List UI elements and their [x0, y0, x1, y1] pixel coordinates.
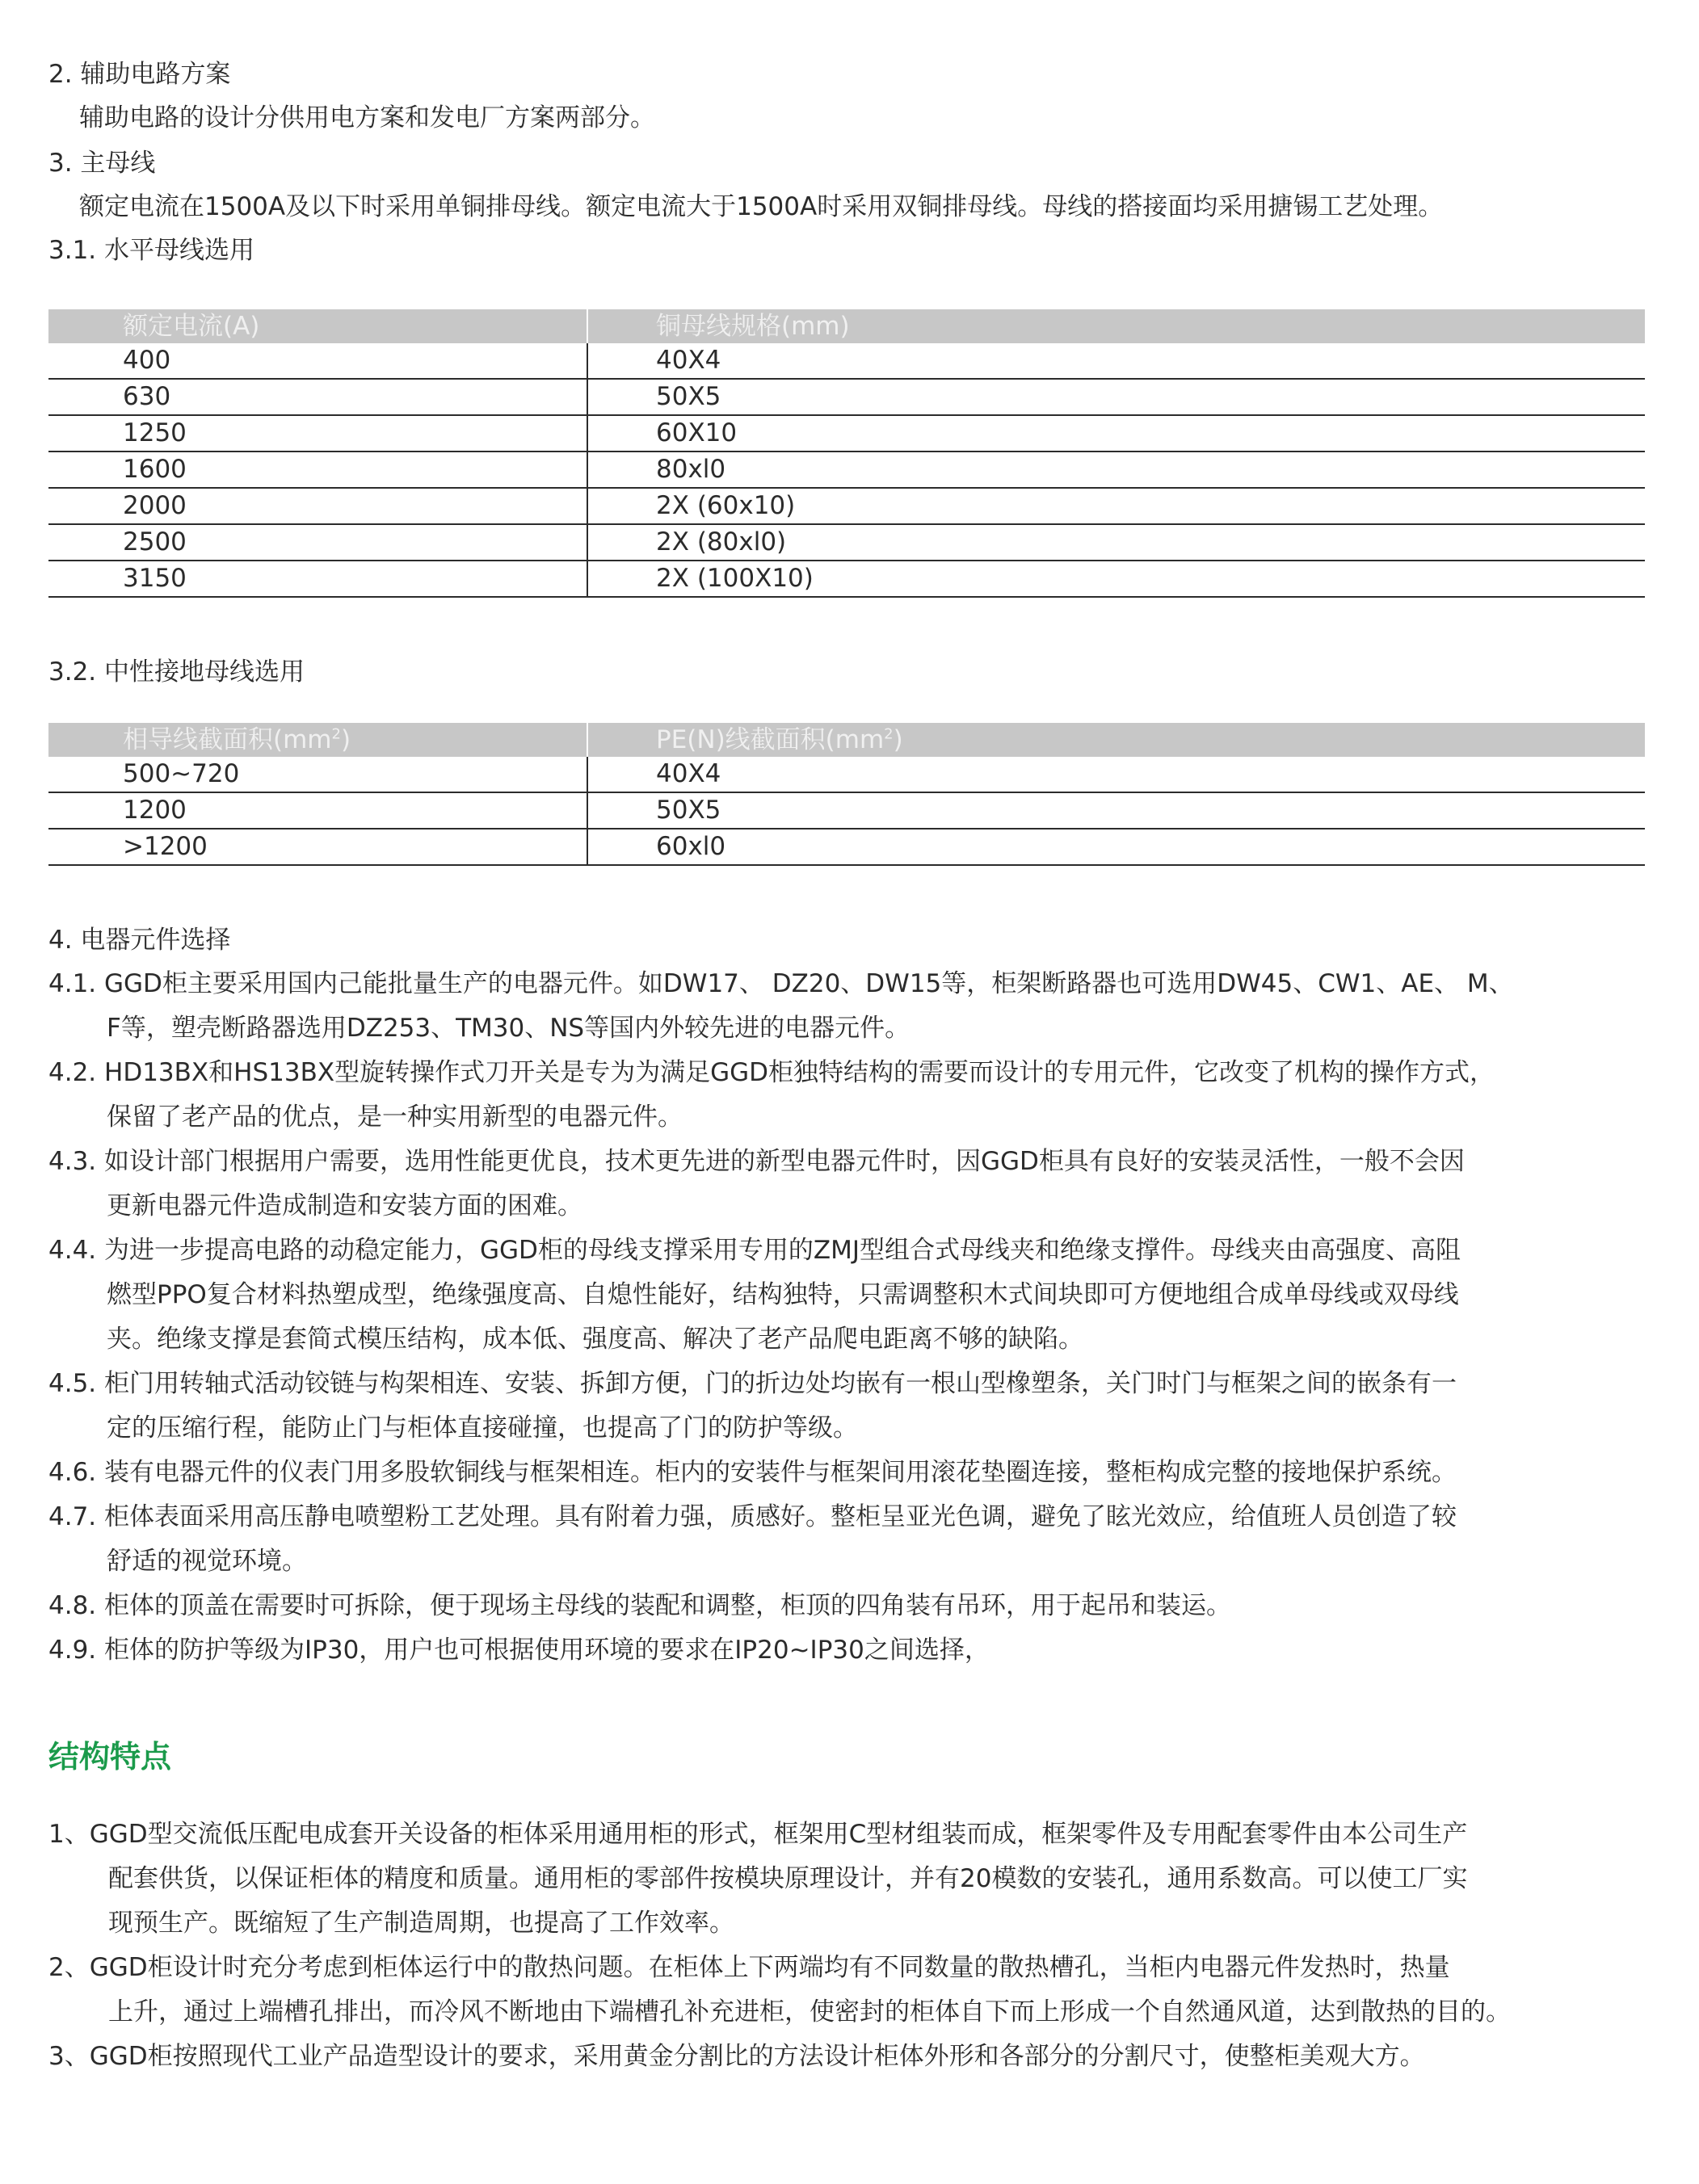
table-row [48, 343, 1645, 379]
item-4-1-cont: F等，塑壳断路器选用DZ253、TM30、NS等国内外较先进的电器元件。 [107, 1014, 910, 1043]
table-cell: 50X5 [587, 792, 1645, 829]
table-cell: 2X (60x10) [587, 488, 1645, 524]
item-4-7-cont: 舒适的视觉环境。 [107, 1547, 307, 1576]
structure-item-1: 1、GGD型交流低压配电成套开关设备的柜体采用通用柜的形式，框架用C型材组装而成，框架零件及专用配套零件由本公司生产 [48, 1820, 1468, 1849]
column-header-rated-current: 额定电流(A) [48, 309, 587, 343]
section-heading-neutral-bus: 3.2. 中性接地母线选用 [48, 657, 305, 687]
structure-item-2: 2、GGD柜设计时充分考虑到柜体运行中的散热问题。在柜体上下两端均有不同数量的散热槽孔，当柜内电器元件发热时，热量 [48, 1953, 1450, 1982]
table-cell: 2000 [48, 488, 587, 524]
table-cell: 2500 [48, 524, 587, 561]
item-4-5-cont: 定的压缩行程，能防止门与柜体直接碰撞，也提高了门的防护等级。 [107, 1413, 858, 1443]
table-cell: 1200 [48, 792, 587, 829]
table-cell: 50X5 [587, 379, 1645, 415]
table-row [48, 757, 1645, 792]
item-4-3: 4.3. 如设计部门根据用户需要，选用性能更优良，技术更先进的新型电器元件时，因GGD柜具有良好的安装灵活性，一般不会因 [48, 1147, 1465, 1176]
table-cell: 60xl0 [587, 829, 1645, 865]
table-header-row [48, 309, 1645, 343]
header-text: 相导线截面积(mm [123, 725, 332, 754]
table-cell: 3150 [48, 561, 587, 597]
item-4-4-cont: 燃型PPO复合材料热塑成型，绝缘强度高、自熄性能好，结构独特，只需调整积木式间块即可方便地组合成单母线或双母线 [107, 1280, 1459, 1309]
item-4-2-cont: 保留了老产品的优点，是一种实用新型的电器元件。 [107, 1102, 683, 1132]
column-header-busbar-spec: 铜母线规格(mm) [587, 309, 1645, 343]
header-text-end: ) [893, 725, 903, 754]
table-row [48, 524, 1645, 561]
table-header-row [48, 723, 1645, 757]
table-row [48, 488, 1645, 524]
table-row [48, 452, 1645, 488]
table-row [48, 792, 1645, 829]
superscript: 2 [331, 725, 341, 743]
item-4-2: 4.2. HD13BX和HS13BX型旋转操作式刀开关是专为为满足GGD柜独特结构的需要而设计的专用元件，它改变了机构的操作方式， [48, 1058, 1495, 1087]
structure-features-heading: 结构特点 [48, 1739, 172, 1774]
table-cell: 60X10 [587, 415, 1645, 452]
table-cell: >1200 [48, 829, 587, 865]
table-row [48, 829, 1645, 865]
item-4-4: 4.4. 为进一步提高电路的动稳定能力，GGD柜的母线支撑采用专用的ZMJ型组合式母线夹和绝缘支撑件。母线夹由高强度、高阻 [48, 1236, 1461, 1265]
section-heading-aux-circuit: 2. 辅助电路方案 [48, 60, 231, 89]
neutral-bus-table [48, 723, 1645, 866]
table-row [48, 415, 1645, 452]
table-cell: 40X4 [587, 343, 1645, 379]
item-4-1: 4.1. GGD柜主要采用国内己能批量生产的电器元件。如DW17、 DZ20、DW15等，柜架断路器也可选用DW45、CW1、AE、 M、 [48, 969, 1514, 998]
table-cell: 500~720 [48, 757, 587, 792]
paragraph-main-bus: 额定电流在1500A及以下时采用单铜排母线。额定电流大于1500A时采用双铜排母线。母线的搭接面均采用搪锡工艺处理。 [79, 192, 1444, 221]
paragraph-aux-circuit: 辅助电路的设计分供用电方案和发电厂方案两部分。 [79, 103, 655, 132]
item-4-4-cont-2: 夹。绝缘支撑是套简式模压结构，成本低、强度高、解决了老产品爬电距离不够的缺陷。 [107, 1325, 1083, 1354]
item-4-8: 4.8. 柜体的顶盖在需要时可拆除，便于现场主母线的装配和调整，柜顶的四角装有吊环，用于起吊和装运。 [48, 1591, 1232, 1620]
table-cell: 630 [48, 379, 587, 415]
structure-item-2-cont: 上升，通过上端槽孔排出，而冷风不断地由下端槽孔补充进柜，使密封的柜体自下而上形成一个自然通风道，达到散热的目的。 [108, 1997, 1511, 2026]
superscript: 2 [884, 725, 894, 743]
table-cell: 40X4 [587, 757, 1645, 792]
item-4-5: 4.5. 柜门用转轴式活动铰链与构架相连、安装、拆卸方便，门的折边处均嵌有一根山型橡塑条，关门时门与框架之间的嵌条有一 [48, 1369, 1457, 1398]
section-heading-horizontal-bus: 3.1. 水平母线选用 [48, 236, 255, 265]
table-cell: 2X (100X10) [587, 561, 1645, 597]
item-4-6: 4.6. 装有电器元件的仪表门用多股软铜线与框架相连。柜内的安装件与框架间用滚花垫圈连接，整柜构成完整的接地保护系统。 [48, 1458, 1457, 1487]
horizontal-bus-table [48, 309, 1645, 598]
table-cell: 80xl0 [587, 452, 1645, 488]
table-cell: 1600 [48, 452, 587, 488]
table-row [48, 561, 1645, 597]
header-text: PE(N)线截面积(mm [656, 725, 885, 754]
table-cell: 2X (80xl0) [587, 524, 1645, 561]
header-text-end: ) [340, 725, 351, 754]
column-header-pe-conductor [587, 723, 1645, 757]
table-cell: 400 [48, 343, 587, 379]
section-heading-main-bus: 3. 主母线 [48, 149, 156, 178]
column-header-phase-conductor [48, 723, 587, 757]
table-row [48, 379, 1645, 415]
item-4-3-cont: 更新电器元件造成制造和安装方面的困难。 [107, 1191, 582, 1220]
table-cell: 1250 [48, 415, 587, 452]
item-4-9: 4.9. 柜体的防护等级为IP30，用户也可根据使用环境的要求在IP20~IP30之间选择， [48, 1636, 990, 1665]
structure-item-1-cont-2: 现预生产。既缩短了生产制造周期，也提高了工作效率。 [108, 1909, 734, 1938]
structure-item-3: 3、GGD柜按照现代工业产品造型设计的要求，采用黄金分割比的方法设计柜体外形和各部分的分割尺寸，使整柜美观大方。 [48, 2042, 1425, 2071]
item-4-7: 4.7. 柜体表面采用高压静电喷塑粉工艺处理。具有附着力强，质感好。整柜呈亚光色调，避免了眩光效应，给值班人员创造了较 [48, 1502, 1457, 1531]
structure-item-1-cont: 配套供货，以保证柜体的精度和质量。通用柜的零部件按模块原理设计，并有20模数的安装孔，通用系数高。可以使工厂实 [108, 1864, 1468, 1893]
section-heading-electrical-components: 4. 电器元件选择 [48, 926, 231, 955]
